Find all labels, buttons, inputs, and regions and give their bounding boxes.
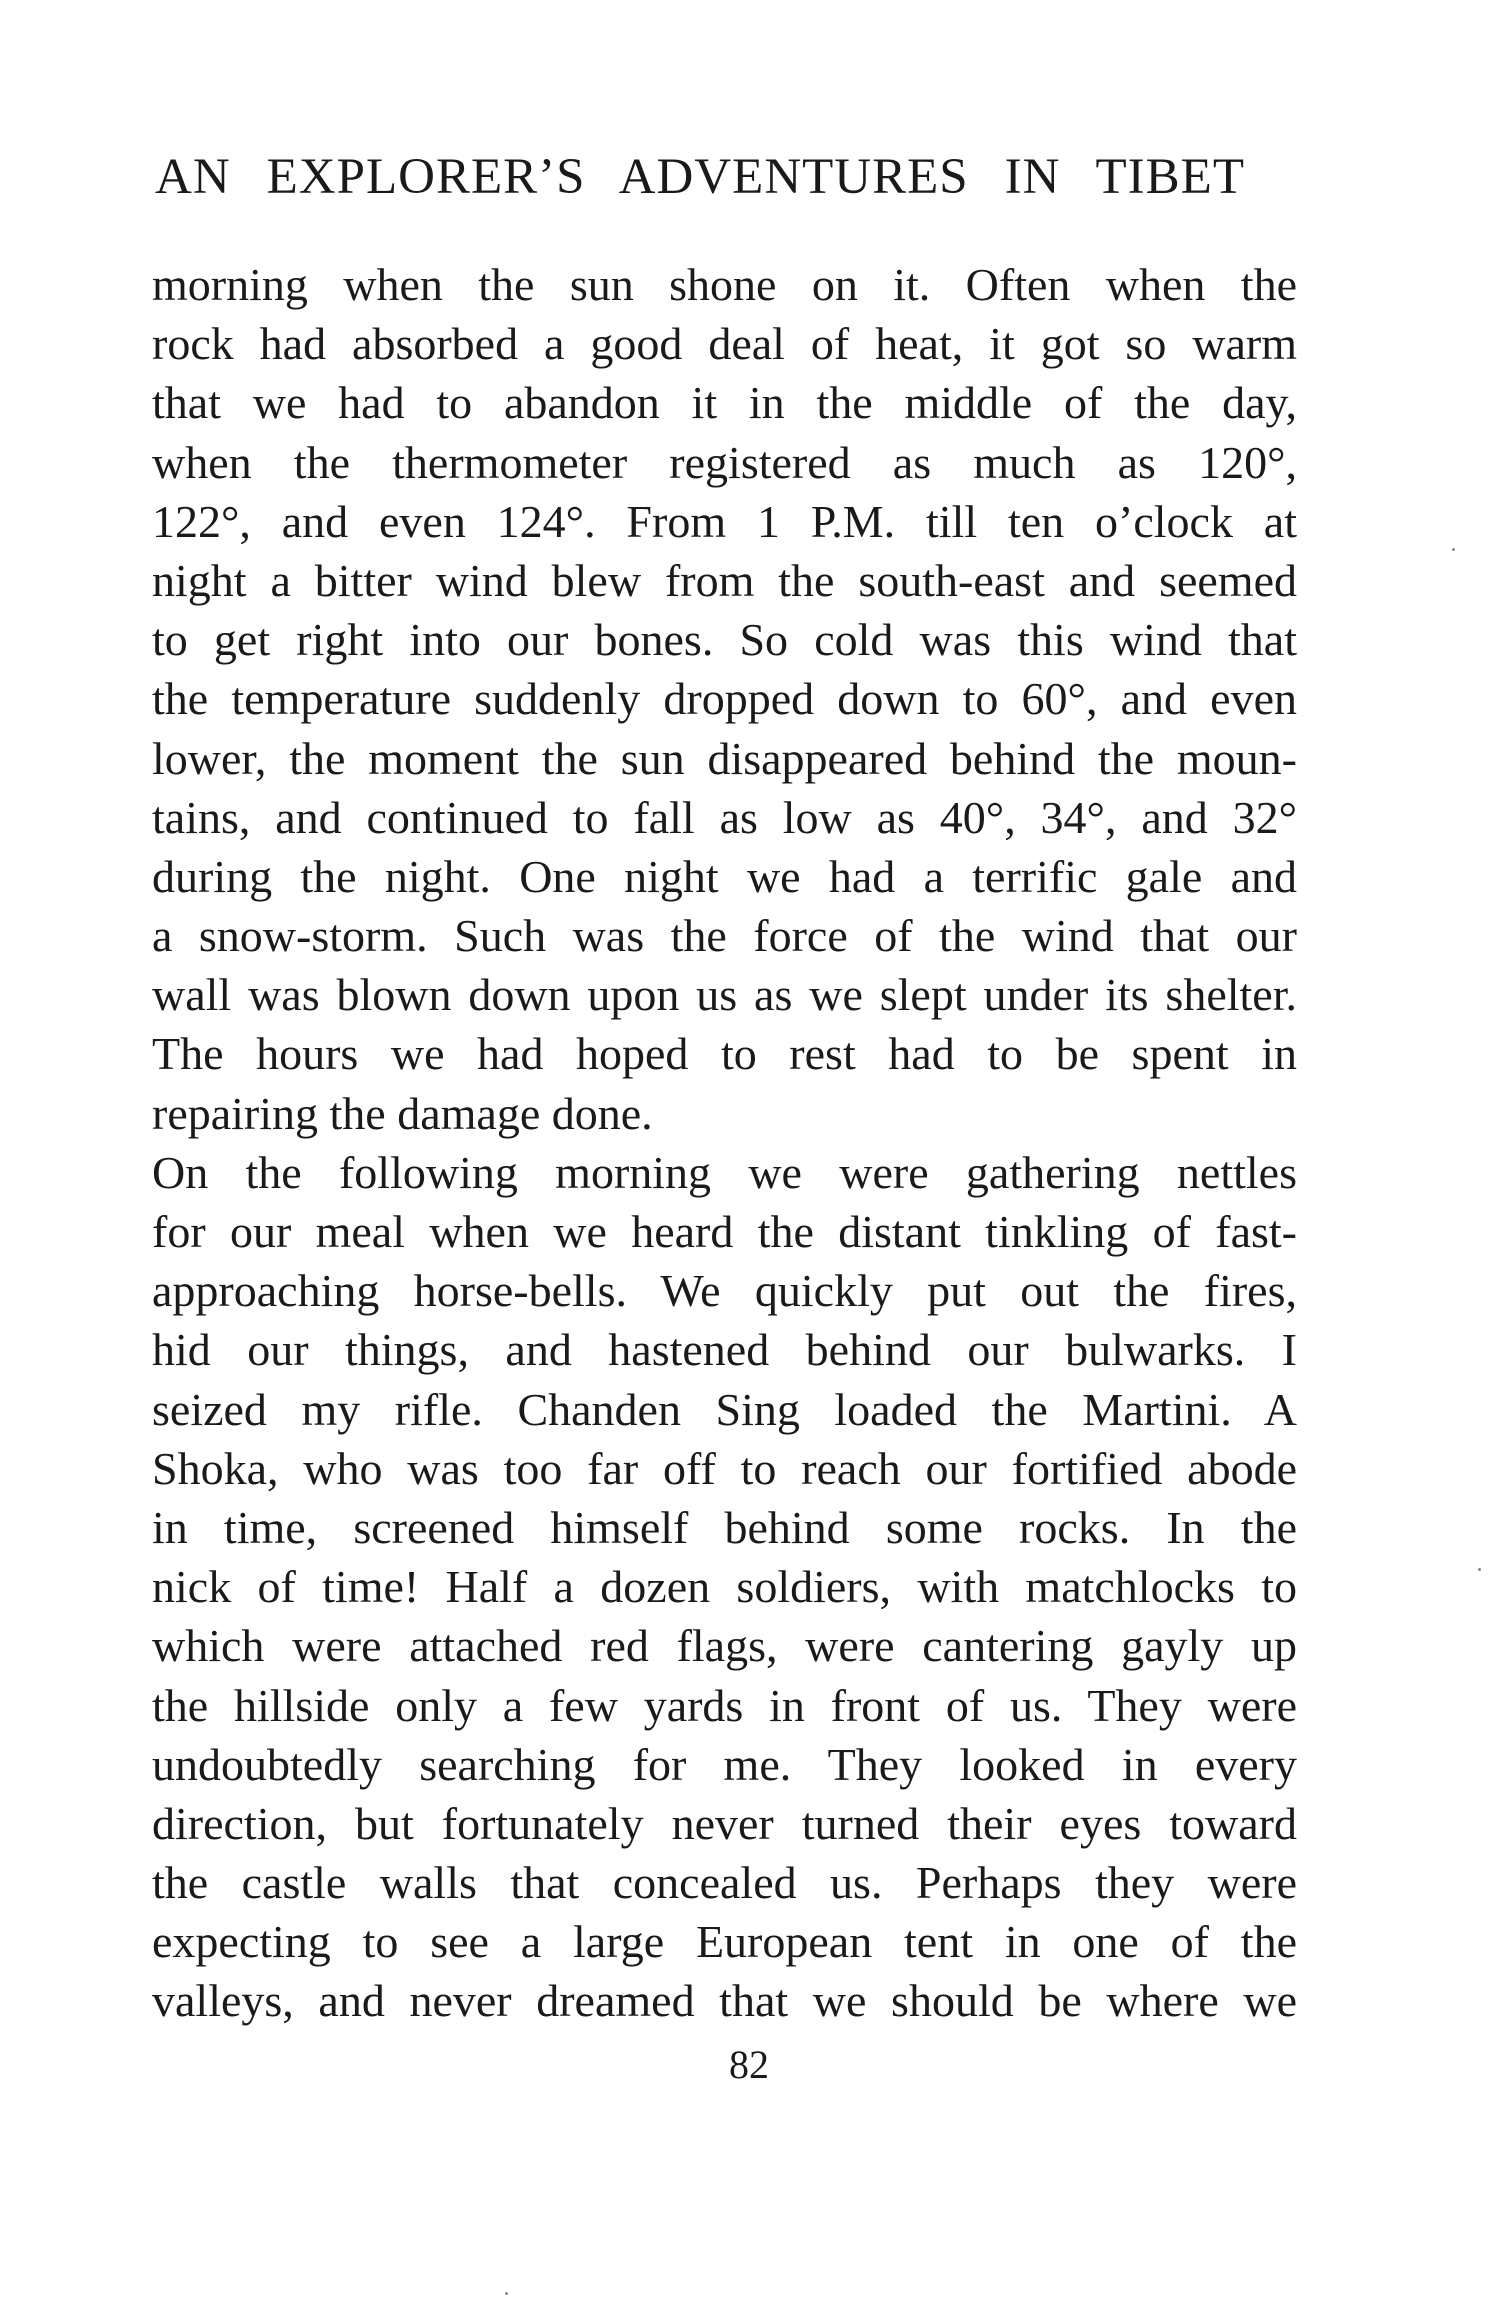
- text-line: The hours we had hoped to rest had to be spent in: [152, 1028, 1297, 1080]
- text-line: hid our things, and hastened behind our bulwarks. I: [152, 1324, 1297, 1376]
- text-line: to get right into our bones. So cold was this wind that: [152, 614, 1297, 666]
- text-line: tains, and continued to fall as low as 40°, 34°, and 32°: [152, 791, 1297, 843]
- text-line: Shoka, who was too far off to reach our fortified abode: [152, 1442, 1297, 1494]
- text-line: when the thermometer registered as much as 120°,: [152, 436, 1297, 488]
- text-line: 122°, and even 124°. From 1 P.M. till ten o’clock at: [152, 495, 1297, 547]
- text-line: the castle walls that concealed us. Perhaps they were: [152, 1857, 1297, 1909]
- text-line: nick of time! Half a dozen soldiers, with matchlocks to: [152, 1561, 1297, 1613]
- body-text: [152, 255, 1297, 2031]
- text-line: the hillside only a few yards in front of us. They were: [152, 1679, 1297, 1731]
- text-line: morning when the sun shone on it. Often when the: [152, 259, 1297, 310]
- text-line: wall was blown down upon us as we slept under its shelter.: [152, 969, 1297, 1021]
- text-line: for our meal when we heard the distant tinkling of fast-: [152, 1206, 1297, 1257]
- text-line: which were attached red flags, were cantering gayly up: [152, 1620, 1297, 1672]
- text-line: that we had to abandon it in the middle of the day,: [152, 377, 1297, 429]
- text-line: direction, but fortunately never turned their eyes toward: [152, 1797, 1297, 1849]
- scan-speck: [1452, 548, 1455, 551]
- text-line: approaching horse-bells. We quickly put out the fires,: [152, 1265, 1297, 1317]
- text-line: night a bitter wind blew from the south-east and seemed: [152, 554, 1297, 606]
- page-number: 82: [729, 2042, 769, 2087]
- text-line: during the night. One night we had a terrific gale and: [152, 850, 1297, 902]
- text-line: a snow-storm. Such was the force of the wind that our: [152, 910, 1297, 962]
- scan-speck: [505, 2292, 508, 2295]
- text-line: lower, the moment the sun disappeared behind the moun-: [152, 732, 1297, 784]
- text-line: the temperature suddenly dropped down to 60°, and even: [152, 673, 1297, 725]
- text-line: rock had absorbed a good deal of heat, it got so warm: [152, 318, 1297, 370]
- scan-speck: [1478, 1568, 1481, 1571]
- text-line: undoubtedly searching for me. They looked in every: [152, 1738, 1297, 1790]
- text-line: valleys, and never dreamed that we should be where we: [152, 1975, 1297, 2027]
- running-head: AN EXPLORER’S ADVENTURES IN TIBET: [155, 149, 1245, 205]
- text-line: in time, screened himself behind some rocks. In the: [152, 1501, 1297, 1553]
- text-line: On the following morning we were gathering nettles: [152, 1146, 1297, 1198]
- text-line: repairing the damage done.: [152, 1087, 653, 1139]
- text-line: expecting to see a large European tent in one of the: [152, 1916, 1297, 1968]
- text-line: seized my rifle. Chanden Sing loaded the Martini. A: [152, 1383, 1297, 1435]
